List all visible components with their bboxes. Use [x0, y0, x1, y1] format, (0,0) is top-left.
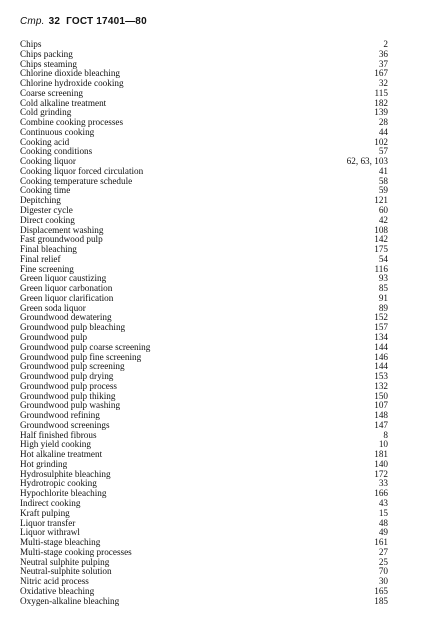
index-page-reference: 175	[374, 244, 388, 255]
index-page-reference: 102	[374, 136, 388, 147]
index-page-reference: 185	[374, 595, 388, 606]
index-page-reference: 146	[374, 351, 388, 362]
index-term: Depitching	[20, 195, 61, 206]
index-term: Groundwood pulp coarse screening	[20, 341, 151, 352]
page-label: Стр.	[20, 16, 45, 27]
index-term: High yield cooking	[20, 439, 91, 450]
index-term: Cooking acid	[20, 136, 70, 147]
index-term: Coarse screening	[20, 87, 84, 98]
index-page-reference: 48	[378, 517, 388, 528]
standard-designation: ГОСТ 17401—80	[66, 16, 147, 27]
index-page-reference: 36	[378, 48, 388, 59]
index-page-reference: 43	[378, 497, 388, 508]
index-page-reference: 25	[378, 556, 388, 567]
index-term: Hypochlorite bleaching	[20, 488, 107, 499]
index-term: Chips steaming	[20, 58, 77, 69]
index-term: Oxidative bleaching	[20, 585, 95, 596]
index-page-reference: 182	[374, 97, 388, 108]
index-page-reference: 60	[378, 205, 388, 216]
index-term: Chlorine hydroxide cooking	[20, 78, 124, 89]
index-page-reference: 62, 63, 103	[346, 156, 388, 167]
index-page-reference: 142	[374, 234, 388, 245]
index-term: Green liquor caustizing	[20, 273, 107, 284]
index-term: Fine screening	[20, 263, 74, 274]
index-term: Final relief	[20, 253, 61, 264]
index-entry	[20, 499, 388, 509]
index-page-reference: 27	[378, 546, 388, 557]
index-page-reference: 58	[378, 175, 388, 186]
index-entry	[20, 597, 388, 607]
index-term: Fast groundwood pulp	[20, 234, 103, 245]
index-entry	[20, 450, 388, 460]
index-page-reference: 152	[374, 312, 388, 323]
index-page-reference: 166	[374, 488, 388, 499]
page-number: 32	[48, 16, 61, 27]
index-entry	[20, 99, 388, 109]
index-page-reference: 32	[378, 78, 388, 89]
index-term: Liquor transfer	[20, 517, 76, 528]
index-term: Chlorine dioxide bleaching	[20, 68, 121, 79]
index-term: Chips packing	[20, 48, 73, 59]
index-term: Direct cooking	[20, 214, 75, 225]
index-page-reference: 140	[374, 458, 388, 469]
index-term: Groundwood pulp thiking	[20, 390, 116, 401]
index-entry	[20, 509, 388, 519]
index-term: Hot alkaline treatment	[20, 449, 103, 460]
index-term: Cold grinding	[20, 107, 72, 118]
index-entry	[20, 40, 388, 50]
index-term: Chips	[20, 39, 42, 49]
index-page-reference: 139	[374, 107, 388, 118]
index-page-reference: 144	[374, 361, 388, 372]
page-header	[20, 16, 147, 27]
index-page-reference: 33	[378, 478, 388, 489]
index-page-reference: 108	[374, 224, 388, 235]
index-page-reference: 44	[378, 126, 388, 137]
index-term: Half finished fibrous	[20, 429, 97, 440]
index-term: Nitric acid process	[20, 576, 89, 587]
index-term: Hydrotropic cooking	[20, 478, 97, 489]
index-term: Oxygen-alkaline bleaching	[20, 595, 120, 606]
index-term: Kraft pulping	[20, 507, 70, 518]
index-page-reference: 54	[378, 253, 388, 264]
index-page-reference: 134	[374, 331, 388, 342]
index-page-reference: 49	[378, 527, 388, 538]
index-page-reference: 28	[378, 117, 388, 128]
index-entry	[20, 245, 388, 255]
index-term: Multi-stage bleaching	[20, 537, 101, 548]
index-term: Neutral-sulphite solution	[20, 566, 112, 577]
index-entry	[20, 255, 388, 265]
index-page-reference: 42	[378, 214, 388, 225]
index-term: Liquor withrawl	[20, 527, 80, 538]
index-page-reference: 107	[374, 400, 388, 411]
index-page-reference: 2	[383, 39, 388, 49]
index-term: Cooking conditions	[20, 146, 93, 157]
index-term: Displacement washing	[20, 224, 104, 235]
index-entry	[20, 177, 388, 187]
index-term: Final bleaching	[20, 244, 77, 255]
index-term: Cooking liquor	[20, 156, 76, 167]
index-term: Groundwood refining	[20, 410, 100, 421]
index-term: Hot grinding	[20, 458, 68, 469]
index-term: Cooking time	[20, 185, 71, 196]
index-term: Groundwood pulp bleaching	[20, 322, 126, 333]
index-page-reference: 161	[374, 537, 388, 548]
index-page-reference: 8	[383, 429, 388, 440]
index-term: Groundwood pulp	[20, 331, 88, 342]
index-page-reference: 132	[374, 380, 388, 391]
index-page-reference: 167	[374, 68, 388, 79]
index-page-reference: 116	[374, 263, 388, 274]
index-page-reference: 144	[374, 341, 388, 352]
index-page-reference: 153	[374, 371, 388, 382]
index-page-reference: 172	[374, 468, 388, 479]
index-page-reference: 148	[374, 410, 388, 421]
index-term: Groundwood screenings	[20, 419, 110, 430]
term-index	[20, 40, 388, 606]
index-entry	[20, 186, 388, 196]
index-term: Green liquor clarification	[20, 292, 114, 303]
index-page-reference: 59	[378, 185, 388, 196]
index-term: Digester cycle	[20, 205, 73, 216]
index-page-reference: 57	[378, 146, 388, 157]
index-term: Continuous cooking	[20, 126, 95, 137]
index-term: Cooking liquor forced circulation	[20, 165, 144, 176]
index-term: Green liquor carbonation	[20, 283, 113, 294]
index-page-reference: 165	[374, 585, 388, 596]
index-entry	[20, 206, 388, 216]
index-page-reference: 93	[378, 273, 388, 284]
index-page-reference: 41	[378, 165, 388, 176]
index-term: Groundwood pulp fine screening	[20, 351, 142, 362]
index-page-reference: 150	[374, 390, 388, 401]
index-page-reference: 147	[374, 419, 388, 430]
index-page-reference: 15	[378, 507, 388, 518]
index-term: Groundwood pulp screening	[20, 361, 125, 372]
index-term: Cooking temperature schedule	[20, 175, 133, 186]
index-term: Groundwood pulp process	[20, 380, 117, 391]
index-term: Indirect cooking	[20, 497, 81, 508]
index-term: Green soda liquor	[20, 302, 86, 313]
index-page-reference: 85	[378, 283, 388, 294]
index-term: Groundwood pulp drying	[20, 371, 114, 382]
index-term: Combine cooking processes	[20, 117, 124, 128]
index-entry	[20, 196, 388, 206]
index-entry	[20, 128, 388, 138]
index-term: Groundwood dewatering	[20, 312, 112, 323]
index-term: Groundwood pulp washing	[20, 400, 121, 411]
index-term: Cold alkaline treatment	[20, 97, 107, 108]
index-page-reference: 89	[378, 302, 388, 313]
index-term: Hydrosulphite bleaching	[20, 468, 111, 479]
index-term: Neutral sulphite pulping	[20, 556, 110, 567]
index-page-reference: 10	[378, 439, 388, 450]
index-page-reference: 70	[378, 566, 388, 577]
index-page-reference: 91	[378, 292, 388, 303]
index-page-reference: 157	[374, 322, 388, 333]
index-term: Multi-stage cooking processes	[20, 546, 132, 557]
index-page-reference: 181	[374, 449, 388, 460]
index-page-reference: 115	[374, 87, 388, 98]
index-page-reference: 30	[378, 576, 388, 587]
index-page-reference: 37	[378, 58, 388, 69]
index-page-reference: 121	[374, 195, 388, 206]
